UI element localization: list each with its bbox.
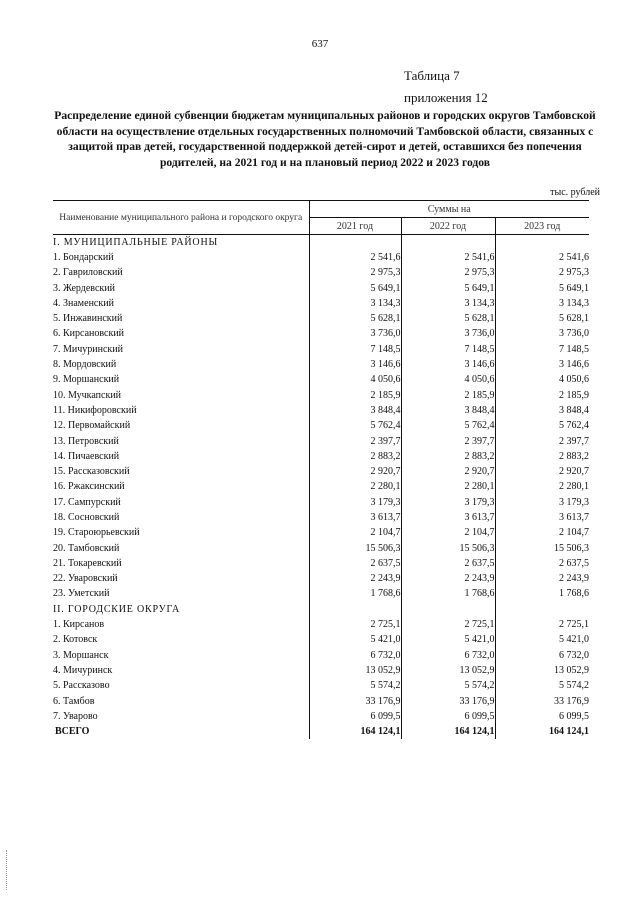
row-value-2023: 3 848,4: [495, 403, 589, 418]
row-value-2022: 1 768,6: [401, 586, 495, 601]
row-value-2023: 3 146,6: [495, 357, 589, 372]
row-value-2022: 3 146,6: [401, 357, 495, 372]
section-header-row: [53, 235, 589, 250]
row-name: 4. Знаменский: [53, 297, 114, 309]
table-row: [53, 632, 589, 647]
row-value-2021: 2 243,9: [309, 571, 401, 586]
table-row: [53, 540, 589, 555]
row-value-2021: 2 104,7: [309, 525, 401, 540]
row-value-2022: 6 732,0: [401, 648, 495, 663]
row-value-2021: 6 099,5: [309, 709, 401, 724]
row-name: 21. Токаревский: [53, 557, 122, 569]
row-name: 2. Гавриловский: [53, 267, 123, 279]
row-value-2023: 33 176,9: [495, 693, 589, 708]
empty-cell: [401, 602, 495, 617]
row-value-2022: 5 421,0: [401, 632, 495, 647]
row-value-2022: 7 148,5: [401, 342, 495, 357]
row-value-2023: 15 506,3: [495, 540, 589, 555]
table-row: [53, 387, 589, 402]
row-value-2022: 2 104,7: [401, 525, 495, 540]
table-row: [53, 571, 589, 586]
row-value-2023: 2 541,6: [495, 250, 589, 265]
row-value-2023: 7 148,5: [495, 342, 589, 357]
appendix-label: приложения 12: [404, 90, 488, 105]
row-name: 5. Инжавинский: [53, 313, 123, 325]
row-name: 10. Мучкапский: [53, 389, 122, 401]
row-value-2021: 3 146,6: [309, 357, 401, 372]
table-body: [53, 235, 589, 740]
table-row: [53, 433, 589, 448]
table-row: [53, 403, 589, 418]
row-value-2022: 4 050,6: [401, 372, 495, 387]
row-value-2022: 2 397,7: [401, 433, 495, 448]
row-value-2021: 2 975,3: [309, 265, 401, 280]
row-value-2022: 15 506,3: [401, 540, 495, 555]
row-value-2023: 2 883,2: [495, 449, 589, 464]
row-value-2023: 6 099,5: [495, 709, 589, 724]
row-value-2021: 1 768,6: [309, 586, 401, 601]
row-value-2022: 33 176,9: [401, 693, 495, 708]
row-name: 5. Рассказово: [53, 680, 110, 692]
row-name: 18. Сосновский: [53, 511, 120, 523]
header-sums-column: Суммы на: [309, 201, 589, 218]
row-value-2023: 3 736,0: [495, 326, 589, 341]
row-name: 1. Бондарский: [53, 251, 114, 263]
table-label: Таблица 7: [404, 68, 460, 83]
row-name: 4. Мичуринск: [53, 664, 113, 676]
table-row: [53, 265, 589, 280]
row-value-2022: 3 134,3: [401, 296, 495, 311]
header-year-2023: 2023 год: [495, 218, 589, 235]
header-name-column: Наименование муниципального района и городского округа: [53, 201, 309, 235]
empty-cell: [495, 602, 589, 617]
row-value-2022: 3 613,7: [401, 510, 495, 525]
row-value-2022: 2 725,1: [401, 617, 495, 632]
table-row: [53, 280, 589, 295]
row-name: 2. Котовск: [53, 634, 98, 646]
row-value-2023: 5 762,4: [495, 418, 589, 433]
row-value-2023: 1 768,6: [495, 586, 589, 601]
table-row: [53, 525, 589, 540]
row-value-2022: 5 574,2: [401, 678, 495, 693]
empty-cell: [495, 235, 589, 250]
row-value-2022: 2 541,6: [401, 250, 495, 265]
row-value-2021: 33 176,9: [309, 693, 401, 708]
row-value-2022: 3 736,0: [401, 326, 495, 341]
row-value-2021: 5 628,1: [309, 311, 401, 326]
table-row: [53, 617, 589, 632]
table-row: [53, 648, 589, 663]
row-name: 11. Никифоровский: [53, 404, 137, 416]
row-value-2023: 2 243,9: [495, 571, 589, 586]
row-value-2022: 2 920,7: [401, 464, 495, 479]
row-name: 23. Уметский: [53, 588, 110, 600]
row-value-2021: 7 148,5: [309, 342, 401, 357]
row-value-2023: 2 104,7: [495, 525, 589, 540]
table-row: [53, 464, 589, 479]
empty-cell: [401, 235, 495, 250]
row-name: 6. Кирсановский: [53, 328, 125, 340]
row-name: 7. Уварово: [53, 710, 98, 722]
row-value-2022: 2 975,3: [401, 265, 495, 280]
row-value-2021: 2 185,9: [309, 387, 401, 402]
table-row: [53, 586, 589, 601]
page-number: 637: [311, 38, 329, 50]
row-name: 19. Староюрьевский: [53, 527, 140, 539]
row-value-2023: 2 397,7: [495, 433, 589, 448]
row-name: 1. Кирсанов: [53, 619, 105, 631]
total-row: [53, 724, 589, 739]
empty-cell: [309, 235, 401, 250]
subvention-table: [53, 200, 589, 739]
row-value-2022: 5 762,4: [401, 418, 495, 433]
row-name: 14. Пичаевский: [53, 450, 120, 462]
row-name: 6. Тамбов: [53, 695, 95, 707]
row-value-2021: 2 883,2: [309, 449, 401, 464]
row-value-2022: 5 628,1: [401, 311, 495, 326]
row-value-2021: 2 725,1: [309, 617, 401, 632]
row-name: 15. Рассказовский: [53, 466, 130, 478]
total-value-2023: 164 124,1: [495, 724, 589, 739]
row-value-2023: 5 649,1: [495, 280, 589, 295]
table-row: [53, 296, 589, 311]
row-value-2023: 5 628,1: [495, 311, 589, 326]
row-name: 22. Уваровский: [53, 573, 118, 585]
row-name: 7. Мичуринский: [53, 343, 123, 355]
table-row: [53, 495, 589, 510]
row-value-2022: 2 883,2: [401, 449, 495, 464]
row-name: 9. Моршанский: [53, 374, 120, 386]
row-value-2022: 2 637,5: [401, 556, 495, 571]
total-value-2022: 164 124,1: [401, 724, 495, 739]
row-value-2021: 5 574,2: [309, 678, 401, 693]
row-value-2023: 2 920,7: [495, 464, 589, 479]
row-name: 12. Первомайский: [53, 420, 131, 432]
row-value-2021: 3 848,4: [309, 403, 401, 418]
empty-cell: [309, 602, 401, 617]
total-value-2021: 164 124,1: [309, 724, 401, 739]
row-value-2021: 2 541,6: [309, 250, 401, 265]
table-row: [53, 250, 589, 265]
row-value-2021: 3 134,3: [309, 296, 401, 311]
header-year-2022: 2022 год: [401, 218, 495, 235]
row-value-2021: 3 736,0: [309, 326, 401, 341]
row-value-2021: 2 280,1: [309, 479, 401, 494]
row-value-2021: 3 179,3: [309, 495, 401, 510]
row-name: 3. Моршанск: [53, 649, 109, 661]
row-value-2021: 13 052,9: [309, 663, 401, 678]
row-value-2023: 5 421,0: [495, 632, 589, 647]
row-value-2021: 2 397,7: [309, 433, 401, 448]
section-title: II. ГОРОДСКИЕ ОКРУГА: [53, 603, 181, 615]
table-row: [53, 357, 589, 372]
row-value-2023: 3 613,7: [495, 510, 589, 525]
row-value-2021: 5 762,4: [309, 418, 401, 433]
row-value-2023: 2 185,9: [495, 387, 589, 402]
row-value-2021: 6 732,0: [309, 648, 401, 663]
section-title: I. МУНИЦИПАЛЬНЫЕ РАЙОНЫ: [53, 236, 218, 248]
table-row: [53, 693, 589, 708]
table-row: [53, 556, 589, 571]
table-row: [53, 663, 589, 678]
table-row: [53, 372, 589, 387]
row-value-2021: 5 421,0: [309, 632, 401, 647]
table-row: [53, 449, 589, 464]
row-value-2021: 5 649,1: [309, 280, 401, 295]
row-value-2021: 15 506,3: [309, 540, 401, 555]
units-label: тыс. рублей: [550, 187, 600, 198]
row-value-2022: 5 649,1: [401, 280, 495, 295]
table-row: [53, 479, 589, 494]
section-header-row: [53, 602, 589, 617]
row-value-2022: 3 848,4: [401, 403, 495, 418]
row-value-2022: 13 052,9: [401, 663, 495, 678]
header-year-2021: 2021 год: [309, 218, 401, 235]
row-value-2023: 4 050,6: [495, 372, 589, 387]
row-value-2021: 4 050,6: [309, 372, 401, 387]
row-value-2022: 3 179,3: [401, 495, 495, 510]
table-row: [53, 510, 589, 525]
row-value-2023: 3 179,3: [495, 495, 589, 510]
row-value-2022: 2 243,9: [401, 571, 495, 586]
row-name: 8. Мордовский: [53, 359, 117, 371]
row-name: 17. Сампурский: [53, 496, 121, 508]
row-name: 16. Ржаксинский: [53, 481, 125, 493]
table-row: [53, 342, 589, 357]
scan-edge-mark: [6, 850, 9, 890]
document-title: Распределение единой субвенции бюджетам муниципальных районов и городских округов Тамбовской области на осуществление отдельных государственных полномочий Тамбовской области, связанных с защитой прав детей, государственной поддержкой детей-сирот и детей, оставшихся без попечения родителей, на 2021 год и на плановый период 2022 и 2023 годов: [54, 109, 596, 169]
row-value-2023: 2 975,3: [495, 265, 589, 280]
row-value-2022: 2 280,1: [401, 479, 495, 494]
table-row: [53, 311, 589, 326]
row-value-2022: 2 185,9: [401, 387, 495, 402]
row-value-2023: 2 725,1: [495, 617, 589, 632]
total-label: ВСЕГО: [55, 726, 90, 738]
row-value-2021: 2 637,5: [309, 556, 401, 571]
row-value-2021: 2 920,7: [309, 464, 401, 479]
row-value-2023: 6 732,0: [495, 648, 589, 663]
table-row: [53, 678, 589, 693]
table-row: [53, 709, 589, 724]
row-value-2023: 5 574,2: [495, 678, 589, 693]
table-row: [53, 418, 589, 433]
row-name: 3. Жердевский: [53, 282, 115, 294]
row-value-2023: 2 637,5: [495, 556, 589, 571]
row-value-2023: 13 052,9: [495, 663, 589, 678]
row-name: 13. Петровский: [53, 435, 119, 447]
table-row: [53, 326, 589, 341]
row-value-2023: 3 134,3: [495, 296, 589, 311]
row-name: 20. Тамбовский: [53, 542, 120, 554]
row-value-2021: 3 613,7: [309, 510, 401, 525]
row-value-2022: 6 099,5: [401, 709, 495, 724]
row-value-2023: 2 280,1: [495, 479, 589, 494]
